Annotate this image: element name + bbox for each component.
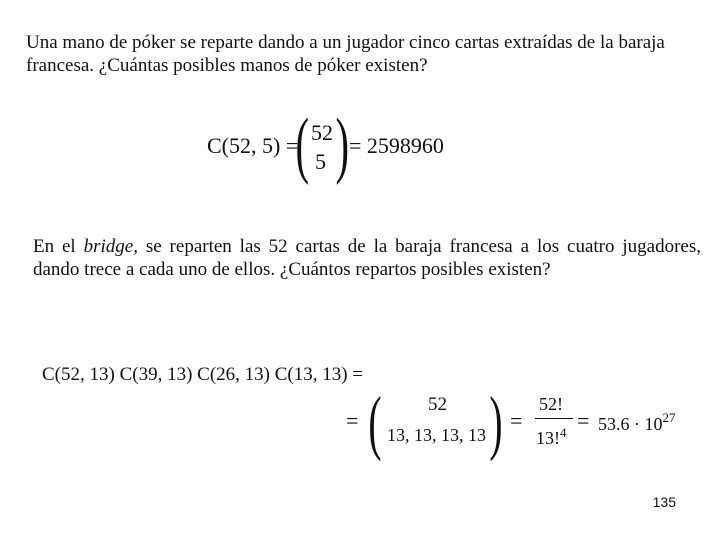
formula2-eq-left: = [346, 408, 359, 433]
formula1-open-paren: ( [295, 104, 310, 186]
fraction-denominator-exponent: 4 [560, 425, 567, 440]
formula2-eq-right: = [577, 408, 590, 433]
formula2-multi-bottom: 13, 13, 13, 13 [387, 425, 486, 445]
fraction-numerator: 52! [539, 394, 563, 414]
formula2-result [598, 410, 676, 435]
problem2-text-after: , se reparten las 52 cartas de la baraja francesa a los cuatro jugadores, dando trece a cada uno de ellos. ¿Cuántos repartos posibles existen? [33, 236, 701, 280]
formula1-lhs: C(52, 5) = [207, 133, 299, 158]
result-base: 53.6 · 10 [598, 414, 663, 434]
formula1-bottom: 5 [315, 149, 326, 174]
formula2-line1: C(52, 13) C(39, 13) C(26, 13) C(13, 13) = [42, 364, 364, 385]
formula2-multi-top: 52 [428, 394, 447, 415]
formula2-close-paren: ) [489, 382, 503, 462]
fraction-bar [535, 418, 573, 419]
fraction-denominator-base: 13! [536, 428, 560, 448]
page-number: 135 [652, 494, 676, 510]
problem-1-text: Una mano de póker se reparte dando a un jugador cinco cartas extraídas de la baraja francesa. ¿Cuántas posibles manos de póker existen? [26, 32, 665, 76]
formula2-open-paren: ( [368, 382, 382, 462]
result-exponent: 27 [662, 410, 676, 425]
formula2-eq-mid: = [510, 408, 523, 433]
fraction-denominator [536, 425, 567, 449]
problem2-emphasis: bridge [83, 236, 134, 257]
formula1-top: 52 [311, 120, 333, 145]
formula1-rhs: = 2598960 [349, 133, 444, 158]
problem2-text-before: En el [33, 236, 84, 257]
problem-2-text [33, 235, 701, 281]
formula1-close-paren: ) [335, 104, 350, 186]
